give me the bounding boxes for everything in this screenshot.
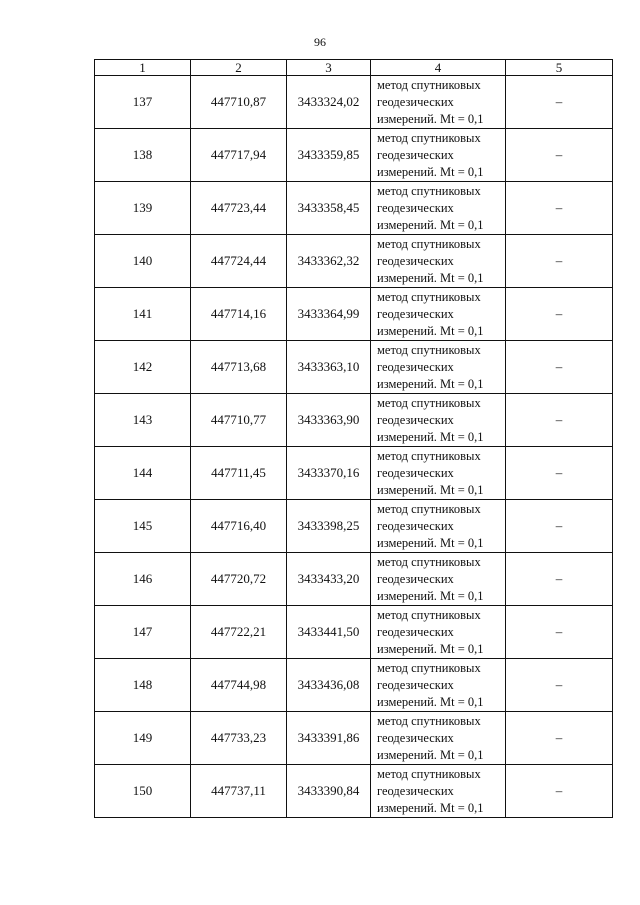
x-coordinate-cell: 447722,21 xyxy=(191,606,287,659)
method-text-line: измерений. Mt = 0,1 xyxy=(377,800,484,815)
method-text-line: геодезических xyxy=(377,624,454,639)
y-coordinate-cell: 3433324,02 xyxy=(287,76,371,129)
method-cell xyxy=(371,606,506,659)
method-cell xyxy=(371,394,506,447)
point-number-cell: 148 xyxy=(95,659,191,712)
method-text-line: измерений. Mt = 0,1 xyxy=(377,641,484,656)
note-cell: – xyxy=(506,341,613,394)
column-header: 5 xyxy=(506,60,613,76)
note-cell: – xyxy=(506,182,613,235)
x-coordinate-cell: 447733,23 xyxy=(191,712,287,765)
method-text-line: измерений. Mt = 0,1 xyxy=(377,429,484,444)
method-text-line: метод спутниковых xyxy=(377,77,481,92)
page-number: 96 xyxy=(314,35,326,49)
coordinates-table xyxy=(94,59,613,818)
method-cell xyxy=(371,765,506,818)
method-text-line: геодезических xyxy=(377,465,454,480)
x-coordinate-cell: 447710,87 xyxy=(191,76,287,129)
point-number-cell: 138 xyxy=(95,129,191,182)
method-text-line: метод спутниковых xyxy=(377,607,481,622)
point-number-cell: 150 xyxy=(95,765,191,818)
method-text-line: измерений. Mt = 0,1 xyxy=(377,376,484,391)
method-text-line: метод спутниковых xyxy=(377,342,481,357)
point-number-cell: 137 xyxy=(95,76,191,129)
method-text-line: метод спутниковых xyxy=(377,130,481,145)
method-cell xyxy=(371,447,506,500)
point-number-cell: 142 xyxy=(95,341,191,394)
y-coordinate-cell: 3433370,16 xyxy=(287,447,371,500)
y-coordinate-cell: 3433436,08 xyxy=(287,659,371,712)
note-cell: – xyxy=(506,553,613,606)
x-coordinate-cell: 447714,16 xyxy=(191,288,287,341)
method-text-line: геодезических xyxy=(377,412,454,427)
y-coordinate-cell: 3433391,86 xyxy=(287,712,371,765)
x-coordinate-cell: 447713,68 xyxy=(191,341,287,394)
method-text-line: геодезических xyxy=(377,306,454,321)
method-text-line: измерений. Mt = 0,1 xyxy=(377,535,484,550)
y-coordinate-cell: 3433441,50 xyxy=(287,606,371,659)
y-coordinate-cell: 3433359,85 xyxy=(287,129,371,182)
table-row xyxy=(95,500,613,553)
table-row xyxy=(95,288,613,341)
method-text-line: геодезических xyxy=(377,147,454,162)
column-header: 3 xyxy=(287,60,371,76)
x-coordinate-cell: 447720,72 xyxy=(191,553,287,606)
x-coordinate-cell: 447737,11 xyxy=(191,765,287,818)
point-number-cell: 144 xyxy=(95,447,191,500)
method-text-line: геодезических xyxy=(377,359,454,374)
x-coordinate-cell: 447723,44 xyxy=(191,182,287,235)
method-text-line: измерений. Mt = 0,1 xyxy=(377,588,484,603)
method-cell xyxy=(371,182,506,235)
method-cell xyxy=(371,553,506,606)
method-text-line: геодезических xyxy=(377,253,454,268)
method-text-line: геодезических xyxy=(377,200,454,215)
note-cell: – xyxy=(506,447,613,500)
table-row xyxy=(95,659,613,712)
method-text-line: метод спутниковых xyxy=(377,289,481,304)
table-row xyxy=(95,341,613,394)
point-number-cell: 147 xyxy=(95,606,191,659)
table-row xyxy=(95,129,613,182)
method-cell xyxy=(371,659,506,712)
x-coordinate-cell: 447744,98 xyxy=(191,659,287,712)
method-text-line: геодезических xyxy=(377,571,454,586)
column-header: 1 xyxy=(95,60,191,76)
method-cell xyxy=(371,288,506,341)
point-number-cell: 140 xyxy=(95,235,191,288)
note-cell: – xyxy=(506,765,613,818)
method-cell xyxy=(371,235,506,288)
method-cell xyxy=(371,500,506,553)
table-row xyxy=(95,182,613,235)
method-text-line: геодезических xyxy=(377,783,454,798)
method-cell xyxy=(371,712,506,765)
x-coordinate-cell: 447717,94 xyxy=(191,129,287,182)
method-cell xyxy=(371,76,506,129)
point-number-cell: 143 xyxy=(95,394,191,447)
y-coordinate-cell: 3433363,90 xyxy=(287,394,371,447)
note-cell: – xyxy=(506,76,613,129)
y-coordinate-cell: 3433358,45 xyxy=(287,182,371,235)
y-coordinate-cell: 3433363,10 xyxy=(287,341,371,394)
note-cell: – xyxy=(506,288,613,341)
table-row xyxy=(95,765,613,818)
table-row xyxy=(95,76,613,129)
method-text-line: метод спутниковых xyxy=(377,395,481,410)
method-text-line: метод спутниковых xyxy=(377,766,481,781)
method-text-line: измерений. Mt = 0,1 xyxy=(377,111,484,126)
method-text-line: измерений. Mt = 0,1 xyxy=(377,694,484,709)
column-header: 2 xyxy=(191,60,287,76)
table-body xyxy=(95,76,613,818)
note-cell: – xyxy=(506,606,613,659)
point-number-cell: 141 xyxy=(95,288,191,341)
x-coordinate-cell: 447711,45 xyxy=(191,447,287,500)
method-text-line: геодезических xyxy=(377,677,454,692)
x-coordinate-cell: 447710,77 xyxy=(191,394,287,447)
point-number-cell: 139 xyxy=(95,182,191,235)
y-coordinate-cell: 3433390,84 xyxy=(287,765,371,818)
method-text-line: геодезических xyxy=(377,730,454,745)
y-coordinate-cell: 3433362,32 xyxy=(287,235,371,288)
table-row xyxy=(95,606,613,659)
table-row xyxy=(95,235,613,288)
note-cell: – xyxy=(506,394,613,447)
x-coordinate-cell: 447716,40 xyxy=(191,500,287,553)
note-cell: – xyxy=(506,712,613,765)
y-coordinate-cell: 3433398,25 xyxy=(287,500,371,553)
method-text-line: метод спутниковых xyxy=(377,501,481,516)
table-header-row xyxy=(95,60,613,76)
table-row xyxy=(95,394,613,447)
method-text-line: геодезических xyxy=(377,518,454,533)
method-text-line: геодезических xyxy=(377,94,454,109)
method-text-line: метод спутниковых xyxy=(377,660,481,675)
method-text-line: метод спутниковых xyxy=(377,713,481,728)
method-text-line: метод спутниковых xyxy=(377,554,481,569)
method-text-line: измерений. Mt = 0,1 xyxy=(377,270,484,285)
y-coordinate-cell: 3433433,20 xyxy=(287,553,371,606)
point-number-cell: 149 xyxy=(95,712,191,765)
method-text-line: измерений. Mt = 0,1 xyxy=(377,482,484,497)
point-number-cell: 146 xyxy=(95,553,191,606)
note-cell: – xyxy=(506,659,613,712)
table-row xyxy=(95,712,613,765)
method-text-line: измерений. Mt = 0,1 xyxy=(377,164,484,179)
note-cell: – xyxy=(506,235,613,288)
y-coordinate-cell: 3433364,99 xyxy=(287,288,371,341)
method-cell xyxy=(371,341,506,394)
method-cell xyxy=(371,129,506,182)
method-text-line: метод спутниковых xyxy=(377,448,481,463)
table-row xyxy=(95,553,613,606)
method-text-line: измерений. Mt = 0,1 xyxy=(377,217,484,232)
point-number-cell: 145 xyxy=(95,500,191,553)
column-header: 4 xyxy=(371,60,506,76)
table-row xyxy=(95,447,613,500)
method-text-line: измерений. Mt = 0,1 xyxy=(377,747,484,762)
method-text-line: метод спутниковых xyxy=(377,236,481,251)
note-cell: – xyxy=(506,500,613,553)
method-text-line: измерений. Mt = 0,1 xyxy=(377,323,484,338)
method-text-line: метод спутниковых xyxy=(377,183,481,198)
x-coordinate-cell: 447724,44 xyxy=(191,235,287,288)
note-cell: – xyxy=(506,129,613,182)
